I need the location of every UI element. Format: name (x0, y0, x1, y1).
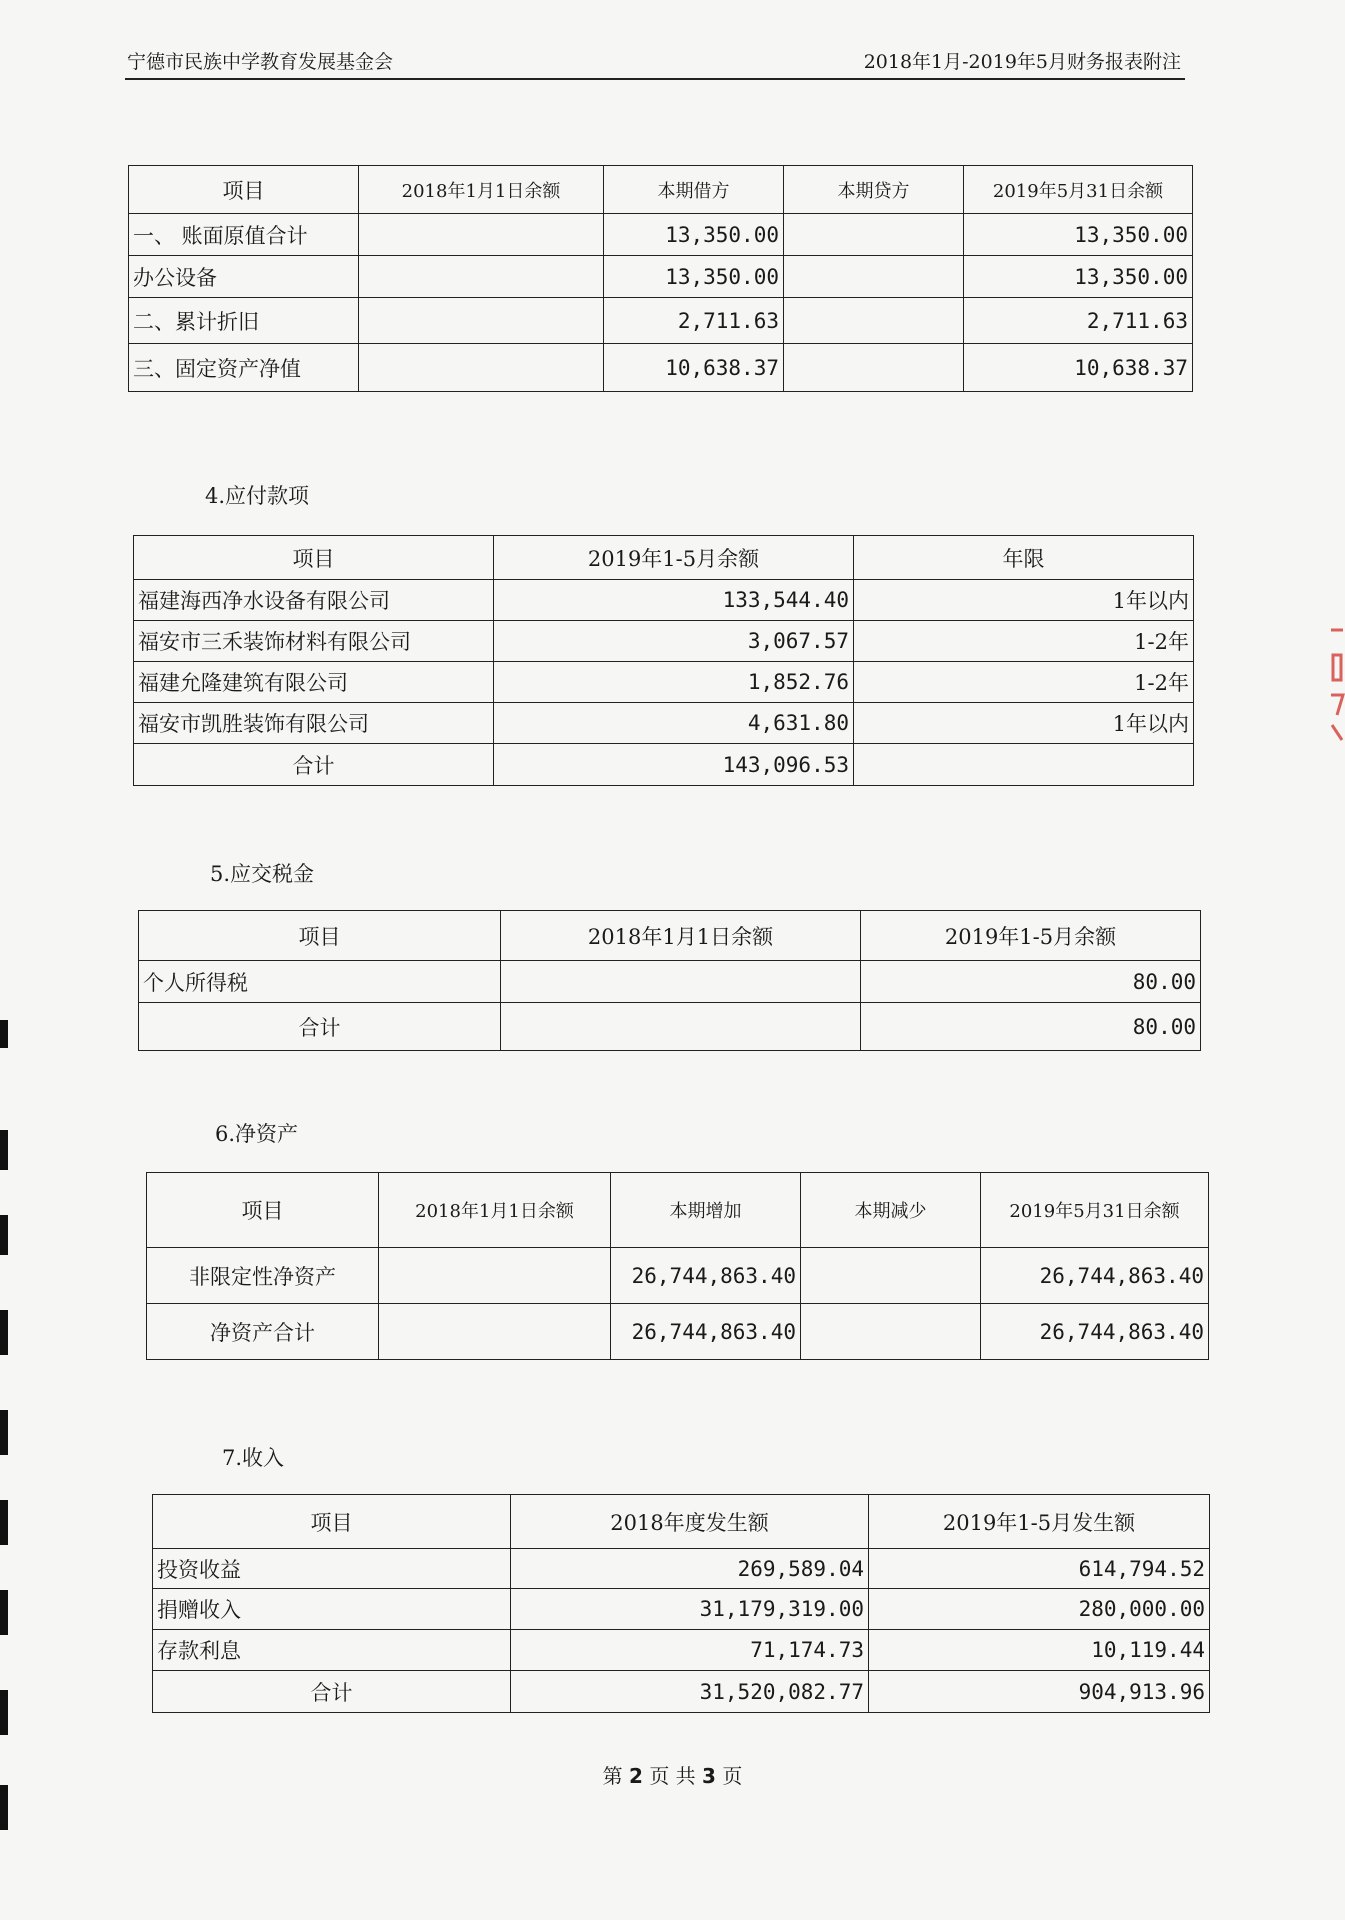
net-assets-table (146, 1172, 1209, 1360)
taxes-table (138, 910, 1201, 1051)
cell-open (501, 1003, 861, 1051)
cell-debit: 10,638.37 (604, 344, 784, 392)
table-row (129, 214, 1193, 256)
table-row (139, 961, 1201, 1003)
cell-2018: 31,179,319.00 (511, 1589, 869, 1630)
table-row (134, 580, 1194, 621)
binding-mark (0, 1020, 8, 1048)
cell-open (379, 1248, 611, 1304)
table-row (134, 662, 1194, 703)
cell-close: 10,638.37 (964, 344, 1193, 392)
cell-debit: 2,711.63 (604, 298, 784, 344)
binding-mark (0, 1215, 8, 1255)
binding-mark (0, 1590, 8, 1635)
binding-mark (0, 1310, 8, 1355)
row-item: 福建允隆建筑有限公司 (134, 662, 494, 703)
cell-increase: 26,744,863.40 (611, 1248, 801, 1304)
fixed-assets-table (128, 165, 1193, 392)
total-pages: 3 (702, 1764, 716, 1788)
col-header: 2019年5月31日余额 (964, 166, 1193, 214)
table-row (153, 1630, 1210, 1671)
table-row (153, 1549, 1210, 1589)
cell-balance: 133,544.40 (494, 580, 854, 621)
cell-close: 13,350.00 (964, 214, 1193, 256)
section-title-net-assets: 6.净资产 (215, 1122, 299, 1146)
col-header: 项目 (153, 1495, 511, 1549)
row-item: 二、累计折旧 (129, 298, 359, 344)
org-name: 宁德市民族中学教育发展基金会 (127, 51, 394, 73)
col-header: 本期增加 (611, 1173, 801, 1248)
col-header: 2019年1-5月余额 (861, 911, 1201, 961)
cell-open (359, 344, 604, 392)
table-total-row (134, 744, 1194, 786)
section-title-payables: 4.应付款项 (205, 484, 310, 508)
cell-2019: 280,000.00 (869, 1589, 1210, 1630)
table-row (129, 298, 1193, 344)
table-total-row (153, 1671, 1210, 1713)
col-header: 2018年1月1日余额 (379, 1173, 611, 1248)
row-item: 办公设备 (129, 256, 359, 298)
table-row (147, 1248, 1209, 1304)
page-middle: 页 共 (649, 1764, 696, 1788)
cell-open (379, 1304, 611, 1360)
col-header: 2018年1月1日余额 (501, 911, 861, 961)
row-item: 福安市三禾装饰材料有限公司 (134, 621, 494, 662)
table-header-row (134, 536, 1194, 580)
col-header: 本期减少 (801, 1173, 981, 1248)
page-header (125, 42, 1185, 80)
page-number (0, 1760, 1345, 1789)
row-item: 捐赠收入 (153, 1589, 511, 1630)
table-row (153, 1589, 1210, 1630)
cell-balance: 143,096.53 (494, 744, 854, 786)
col-header: 2018年度发生额 (511, 1495, 869, 1549)
cell-decrease (801, 1248, 981, 1304)
binding-mark (0, 1410, 8, 1455)
row-item: 合计 (153, 1671, 511, 1713)
binding-mark (0, 1130, 8, 1170)
col-header: 年限 (854, 536, 1194, 580)
page-suffix: 页 (722, 1764, 743, 1788)
row-item: 投资收益 (153, 1549, 511, 1589)
section-title-taxes: 5.应交税金 (210, 862, 315, 886)
table-row (134, 621, 1194, 662)
cell-close: 2,711.63 (964, 298, 1193, 344)
row-item: 非限定性净资产 (147, 1248, 379, 1304)
cell-close: 26,744,863.40 (981, 1248, 1209, 1304)
cell-open (359, 214, 604, 256)
binding-mark (0, 1690, 8, 1735)
binding-mark (0, 1785, 8, 1830)
current-page: 2 (629, 1764, 643, 1788)
cell-term: 1年以内 (854, 703, 1194, 744)
cell-credit (784, 214, 964, 256)
cell-term: 1-2年 (854, 621, 1194, 662)
cell-debit: 13,350.00 (604, 214, 784, 256)
cell-balance: 1,852.76 (494, 662, 854, 703)
cell-debit: 13,350.00 (604, 256, 784, 298)
cell-close: 26,744,863.40 (981, 1304, 1209, 1360)
col-header: 项目 (134, 536, 494, 580)
income-table (152, 1494, 1210, 1713)
cell-term: 1-2年 (854, 662, 1194, 703)
row-item: 合计 (139, 1003, 501, 1051)
row-item: 一、 账面原值合计 (129, 214, 359, 256)
cell-decrease (801, 1304, 981, 1360)
col-header: 2019年5月31日余额 (981, 1173, 1209, 1248)
table-header-row (129, 166, 1193, 214)
col-header: 2019年1-5月发生额 (869, 1495, 1210, 1549)
cell-term (854, 744, 1194, 786)
cell-2019: 10,119.44 (869, 1630, 1210, 1671)
row-item: 福安市凯胜装饰有限公司 (134, 703, 494, 744)
row-item: 存款利息 (153, 1630, 511, 1671)
table-row (147, 1304, 1209, 1360)
table-row (129, 256, 1193, 298)
cell-term: 1年以内 (854, 580, 1194, 621)
cell-close: 80.00 (861, 1003, 1201, 1051)
col-header: 本期贷方 (784, 166, 964, 214)
report-title: 2018年1月-2019年5月财务报表附注 (863, 51, 1181, 73)
col-header: 2018年1月1日余额 (359, 166, 604, 214)
cell-increase: 26,744,863.40 (611, 1304, 801, 1360)
table-row (129, 344, 1193, 392)
cell-open (501, 961, 861, 1003)
row-item: 个人所得税 (139, 961, 501, 1003)
table-header-row (153, 1495, 1210, 1549)
cell-2019: 614,794.52 (869, 1549, 1210, 1589)
col-header: 2019年1-5月余额 (494, 536, 854, 580)
cell-close: 13,350.00 (964, 256, 1193, 298)
cell-balance: 4,631.80 (494, 703, 854, 744)
table-total-row (139, 1003, 1201, 1051)
col-header: 本期借方 (604, 166, 784, 214)
cell-open (359, 298, 604, 344)
cell-2018: 269,589.04 (511, 1549, 869, 1589)
cell-credit (784, 298, 964, 344)
row-item: 三、固定资产净值 (129, 344, 359, 392)
row-item: 合计 (134, 744, 494, 786)
section-title-income: 7.收入 (222, 1446, 285, 1470)
row-item: 福建海西净水设备有限公司 (134, 580, 494, 621)
payables-table (133, 535, 1194, 786)
col-header: 项目 (147, 1173, 379, 1248)
table-row (134, 703, 1194, 744)
cell-credit (784, 344, 964, 392)
row-item: 净资产合计 (147, 1304, 379, 1360)
cell-2018: 31,520,082.77 (511, 1671, 869, 1713)
cell-close: 80.00 (861, 961, 1201, 1003)
table-header-row (139, 911, 1201, 961)
cell-2019: 904,913.96 (869, 1671, 1210, 1713)
col-header: 项目 (129, 166, 359, 214)
seal-fragment (1327, 625, 1345, 745)
page-prefix: 第 (602, 1764, 623, 1788)
cell-open (359, 256, 604, 298)
table-header-row (147, 1173, 1209, 1248)
col-header: 项目 (139, 911, 501, 961)
cell-2018: 71,174.73 (511, 1630, 869, 1671)
cell-credit (784, 256, 964, 298)
binding-mark (0, 1500, 8, 1545)
cell-balance: 3,067.57 (494, 621, 854, 662)
